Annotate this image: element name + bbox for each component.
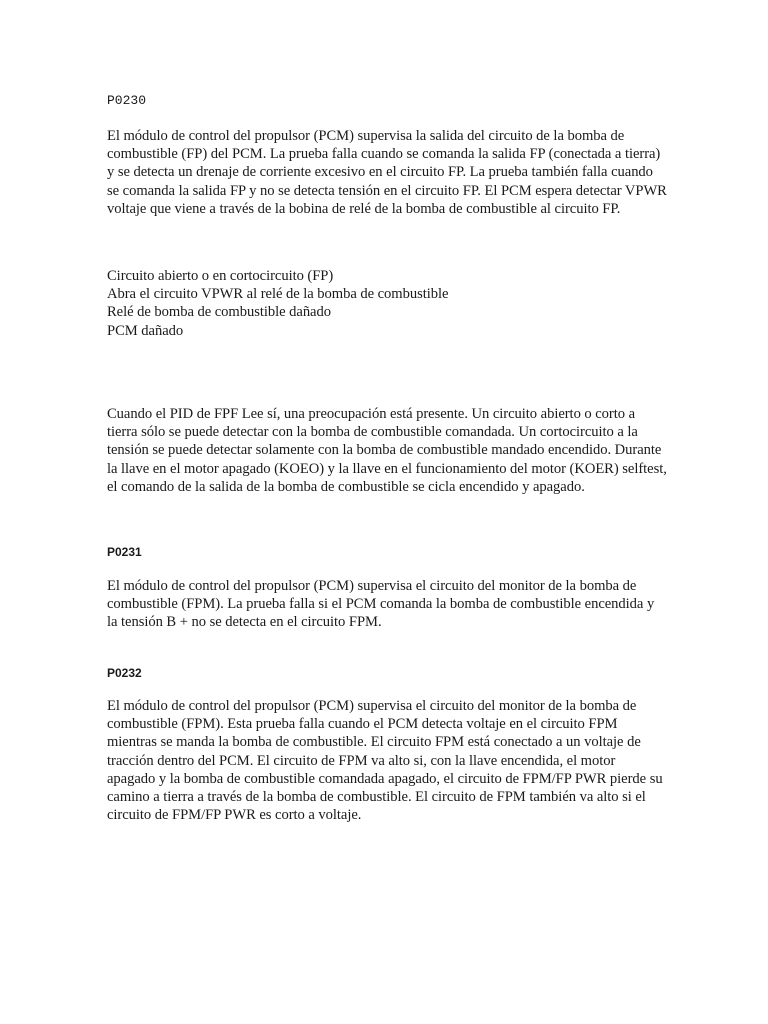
p0231-description: El módulo de control del propulsor (PCM) supervisa el circuito del monitor de la bomba de combustible (FPM). La prueba falla si el PCM comanda la bomba de combustible encendida y la tensión B + no se detecta en el circuito FPM. <box>107 578 655 631</box>
cause-item: Relé de bomba de combustible dañado <box>107 304 331 321</box>
p0230-causes-list <box>107 267 667 340</box>
section-code-p0230: P0230 <box>107 93 147 108</box>
section-code-p0232: P0232 <box>107 666 142 680</box>
p0232-description: El módulo de control del propulsor (PCM) supervisa el circuito del monitor de la bomba de combustible (FPM). Esta prueba falla cuando el PCM detecta voltaje en el circuito FPM mientras se manda la bomba de combustible. El circuito FPM está conectado a un voltaje de tracción dentro del PCM. El circuito de FPM va alto si, con la llave encendida, el motor apagado y la bomba de combustible comandada apagado, el circuito de FPM/FP PWR pierde su camino a tierra a través de la bomba de combustible. El circuito de FPM también va alto si el circuito de FPM/FP PWR es corto a voltaje. <box>107 698 663 824</box>
cause-item: Circuito abierto o en cortocircuito (FP) <box>107 268 334 284</box>
p0230-description: El módulo de control del propulsor (PCM) supervisa la salida del circuito de la bomba de combustible (FP) del PCM. La prueba falla cuando se comanda la salida FP (conectada a tierra) y se detecta un drenaje de corriente excesivo en el circuito FP. La prueba también falla cuando se comanda la salida FP y no se detecta tensión en el circuito FP. El PCM espera detectar VPWR voltaje que viene a través de la bobina de relé de la bomba de combustible al circuito FP. <box>107 128 667 217</box>
cause-item: PCM dañado <box>107 322 184 339</box>
cause-item: Abra el circuito VPWR al relé de la bomba de combustible <box>107 286 449 303</box>
p0230-pid-note: Cuando el PID de FPF Lee sí, una preocupación está presente. Un circuito abierto o corto a tierra sólo se puede detectar con la bomba de combustible comandada. Un cortocircuito a la tensión se puede detectar solamente con la bomba de combustible mandado encendido. Durante la llave en el motor apagado (KOEO) y la llave en el funcionamiento del motor (KOER) selftest, el comando de la salida de la bomba de combustible se cicla encendido y apagado. <box>107 406 667 495</box>
section-code-p0231: P0231 <box>107 545 142 559</box>
